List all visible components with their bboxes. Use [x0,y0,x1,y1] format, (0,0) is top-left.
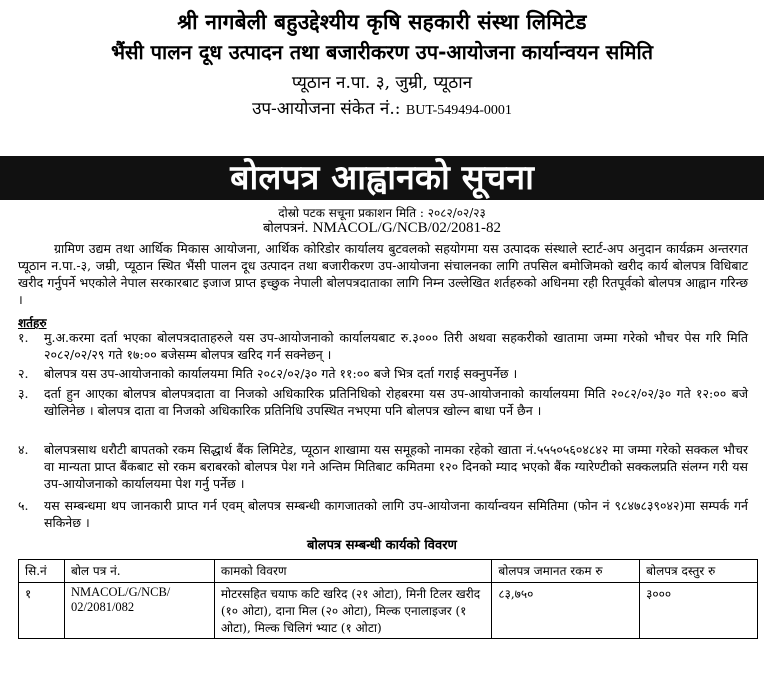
cell-security: ८३,७५० [492,583,640,639]
bid-reference-value: NMACOL/G/NCB/02/2081-82 [312,220,501,236]
term-number: ४. [18,442,29,457]
subproject-code [0,96,764,124]
term-number: २. [18,366,29,381]
col-header-description: कामको विवरण [214,560,492,583]
term-text: बोलपत्र यस उप-आयोजनाको कार्यालयमा मिति २०८२/०२/३० गते ११:०० बजे भित्र दर्ता गराई सक्नुपर्नेछ । [44,366,518,381]
term-number: ३. [18,386,29,401]
col-header-bid-no: बोल पत्र नं. [64,560,214,583]
term-text: यस सम्बन्धमा थप जानकारी प्राप्त गर्न एवम् बोलपत्र सम्बन्धी कागजातको लागि उप-आयोजना कार्यान्वयन समितिमा (फोन नं ९८४७८३९०४२)मा सम्पर्क गर्न सकिनेछ । [44,498,748,530]
code-value: BUT-549494-0001 [405,103,512,118]
bid-reference-label: बोलपत्रनं. [263,221,309,236]
address: प्यूठान न.पा. ३, जुम्री, प्यूठान [291,73,473,93]
cell-sn: १ [19,583,65,639]
terms-heading: शर्तहरु [18,316,47,330]
cell-description: मोटरसहित चयाफ कटि खरिद (२१ ओटा), मिनी टिलर खरीद (१० ओटा), दाना मिल (२० ओटा), मिल्क एनालाइजर (१ ओटा), मिल्क चिलिगं भ्याट (१ ओटा) [214,583,492,639]
committee-name: भैंसी पालन दूध उत्पादन तथा बजारीकरण उप-आयोजना कार्यान्वयन समिति [110,40,654,64]
term-item [18,329,748,363]
term-text: बोलपत्रसाथ धरौटी बापतको रकम सिद्धार्थ बैंक लिमिटेड, प्यूठान शाखामा यस समूहको नामका रहेको खाता नं.५५५०५६०४८४२ मा जम्मा गरेको सक्कल भौचर वा मान्यता प्राप्त बैंकबाट सो रकम बराबरको बोलपत्र पेश गने अन्तिम मितिबाट कमितमा १२० दिनको म्याद भएको बैंक ग्यारेण्टीको सक्कलप्रति संलग्न गरी यस उप-आयोजनाको कार्यालयमा पेश गर्नु पर्नेछ । [44,442,748,491]
term-number: १. [18,330,29,345]
term-item [18,441,748,492]
works-table-title: बोलपत्र सम्बन्धी कार्यको विवरण [307,538,457,553]
table-header-row [19,560,758,583]
col-header-fee: बोलपत्र दस्तुर रु [640,560,758,583]
intro-paragraph: ग्रामिण उद्यम तथा आर्थिक मिकास आयोजना, आर्थिक कोरिडोर कार्यालय बुटवलको सहयोगमा यस उत्पादक संस्थाले स्टार्ट-अप अनुदान कार्यक्रम अन्तरगत प्यूठान न.पा.-३, जम्री, प्यूठान स्थित भैंसी पालन दूध उत्पादन तथा बजारीकरण उप-आयोजना संचालनका लागि तपसिल बमोजिमको खरीद कार्य बोलपत्र विधिबाट खरीद गर्नुपर्ने भएकोले नेपाल सरकारबाट इजाज प्राप्त इच्छुक नेपाली बोलपत्रदाताका लागि निम्न उल्लेखित शर्तहरुको अधिनमा रही रितपूर्वको बोलपत्र आह्वान गरिन्छ । [18,241,748,307]
cell-fee: ३००० [640,583,758,639]
term-item [18,365,748,382]
organization-name: श्री नागबेली बहुउद्देश्यीय कृषि सहकारी संस्था लिमिटेड [177,10,587,34]
col-header-security: बोलपत्र जमानत रकम रु [492,560,640,583]
term-text: दर्ता हुन आएका बोलपत्र बोलपत्रदाता वा निजको अधिकारिक प्रतिनिधिको रोहबरमा यस उप-आयोजनाको कार्यालयमा मिति २०८२/०२/३० गते १२:०० बजे खोलिनेछ । बोलपत्र दाता वा निजको अधिकारिक प्रतिनिधि उपस्थित नभएमा पनि बोलपत्र खोल्न बाधा पर्ने छैन । [44,386,748,418]
works-table [18,559,758,639]
term-item [18,385,748,419]
col-header-sn: सि.नं [19,560,65,583]
table-row [19,583,758,639]
publication-date: दोस्रो पटक सचूना प्रकाशन मिति : २०८२/०२/२३ [278,206,486,220]
cell-bid-no: NMACOL/G/NCB/ 02/2081/082 [64,583,214,639]
term-text: मु.अ.करमा दर्ता भएका बोलपत्रदाताहरुले यस उप-आयोजनाको कार्यालयबाट रु.३००० तिरी अथवा सहकरीको खातामा जम्मा गरेको भौचर पेस गरि मिति २०८२/०२/२९ गते १७:०० बजेसम्म बोलपत्र खरिद गर्न सक्नेछन् । [44,330,748,362]
notice-page [0,8,764,682]
notice-banner: बोलपत्र आह्वानको सूचना [0,156,764,200]
term-number: ५. [18,498,29,513]
term-item [18,497,748,531]
bid-reference [0,218,764,237]
code-label: उप-आयोजना संकेत नं.: [252,99,401,119]
